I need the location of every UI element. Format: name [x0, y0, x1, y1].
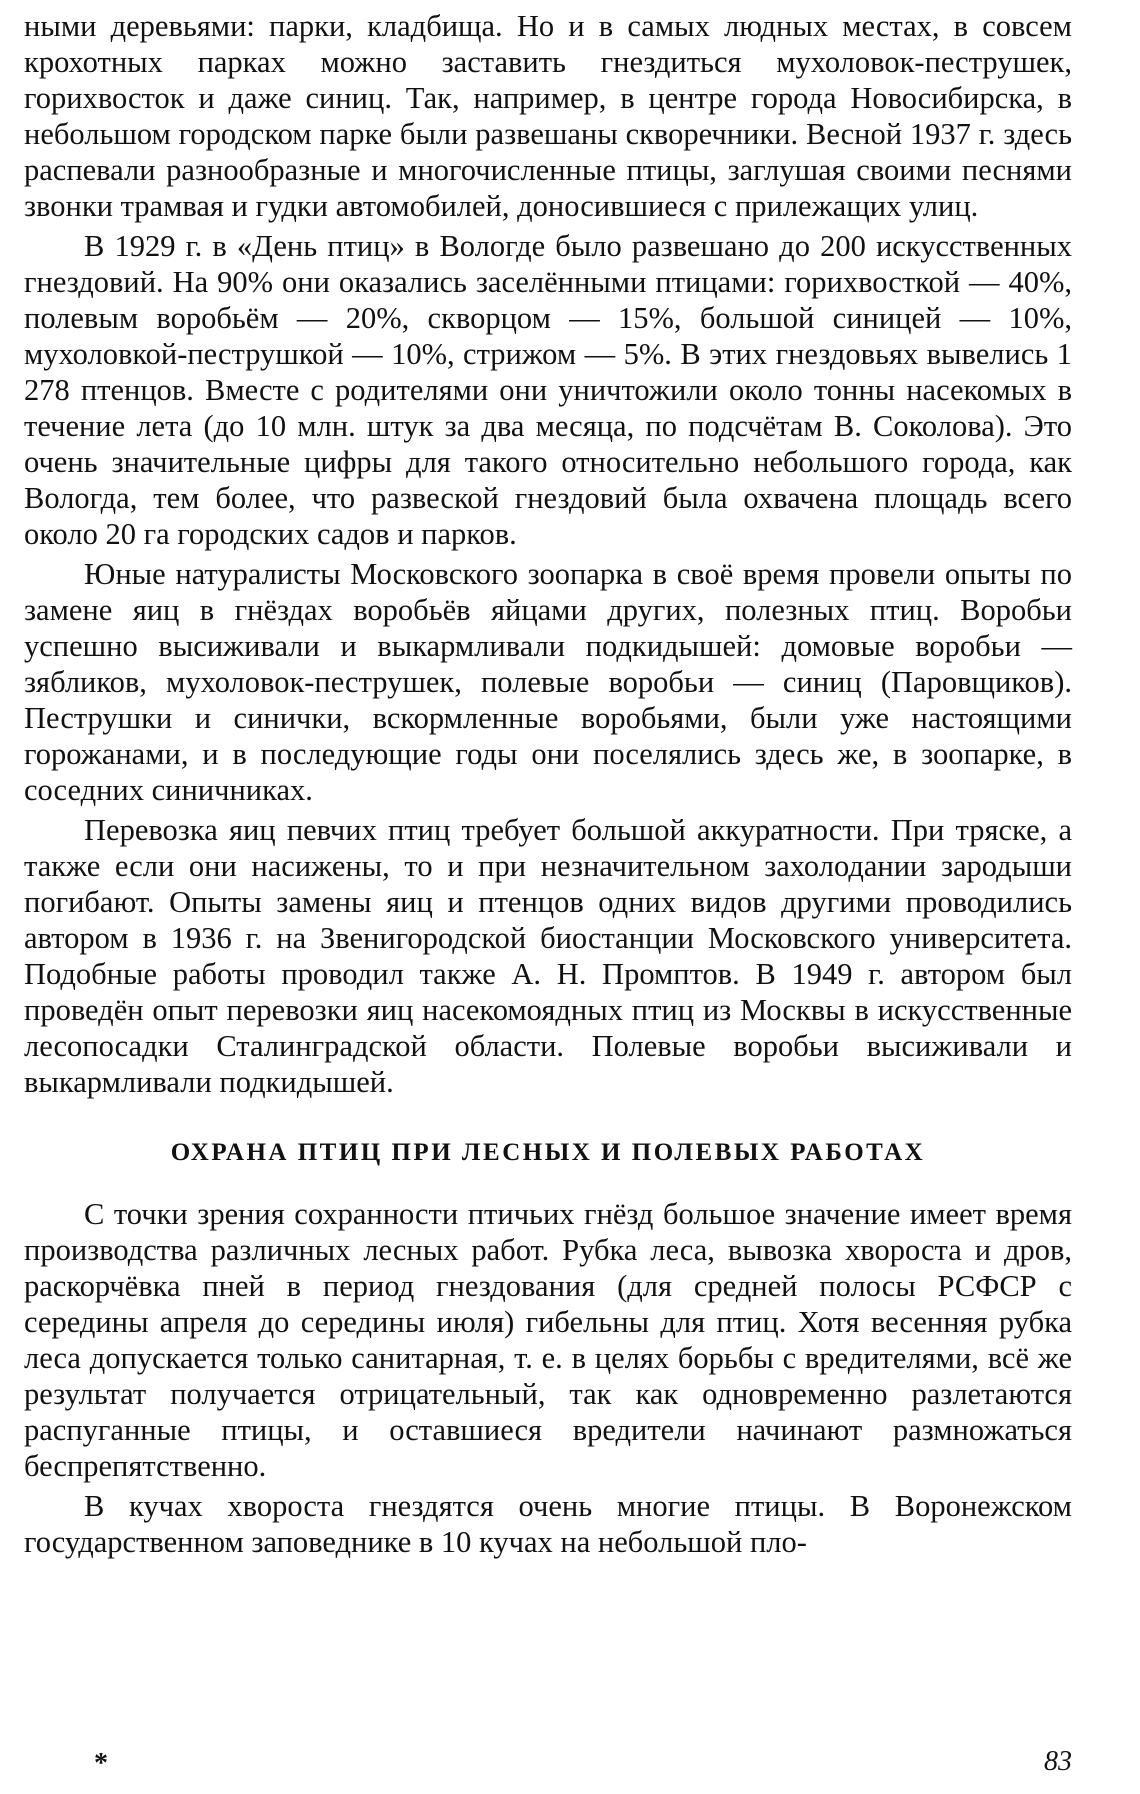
paragraph-vologda-nests: В 1929 г. в «День птиц» в Вологде было развешано до 200 искусственных гнездовий. На 90% они оказались заселёнными птицами: горихвосткой — 40%, полевым воробьём — 20%, скворцом — 15%, большой синицей — 10%, мухоловкой-пеструшкой — 10%, стрижом — 5%. В этих гнездовьях вывелись 1 278 птенцов. Вместе с родителями они уничтожили около тонны насекомых в течение лета (до 10 млн. штук за два месяца, по подсчётам В. Соколова). Это очень значительные цифры для такого относительно небольшого города, как Вологда, тем более, что развеской гнездовий была охвачена площадь всего около 20 га городских садов и парков. — [24, 229, 1072, 551]
book-page — [24, 8, 1072, 1788]
signature-mark: * — [94, 1748, 108, 1779]
paragraph-city-parks: ными деревьями: парки, кладбища. Но и в самых людных местах, в совсем крохотных парках можно заставить гнездиться мухоловок-пеструшек, горихвосток и даже синиц. Так, например, в центре города Новосибирска, в небольшом городском парке были развешаны скворечники. Весной 1937 г. здесь распевали разнообразные и многочисленные птицы, заглушая своими песнями звонки трамвая и гудки автомобилей, доносившиеся с прилежащих улиц. — [24, 9, 1072, 223]
paragraph-zoo-experiments: Юные натуралисты Московского зоопарка в своё время провели опыты по замене яиц в гнёздах воробьёв яйцами других, полезных птиц. Воробьи успешно высиживали и выкармливали подкидышей: домовые воробьи — зябликов, мухоловок-пеструшек, полевые воробьи — синиц (Паровщиков). Пеструшки и синички, вскормленные воробьями, были уже настоящими горожанами, и в последующие годы они поселялись здесь же, в зоопарке, в соседних синичниках. — [24, 557, 1072, 807]
paragraph-egg-transport: Перевозка яиц певчих птиц требует большой аккуратности. При тряске, а также если они насижены, то и при незначительном захолодании зародыши погибают. Опыты замены яиц и птенцов одних видов другими проводились автором в 1936 г. на Звенигородской биостанции Московского университета. Подобные работы проводил также А. Н. Промптов. В 1949 г. автором был проведён опыт перевозки яиц насекомоядных птиц из Москвы в искусственные лесопосадки Сталинградской области. Полевые воробьи высиживали и выкармливали подкидышей. — [24, 813, 1072, 1099]
page-footer — [24, 1742, 1072, 1782]
paragraph-forest-work-timing: С точки зрения сохранности птичьих гнёзд большое значение имеет время производства различных лесных работ. Рубка леса, вывозка хвороста и дров, раскорчёвка пней в период гнездования (для средней полосы РСФСР с середины апреля до середины июля) гибельны для птиц. Хотя весенняя рубка леса допускается только санитарная, т. е. в целях борьбы с вредителями, всё же результат получается отрицательный, так как одновременно разлетаются распуганные птицы, и оставшиеся вредители начинают размножаться беспрепятственно. — [24, 1197, 1072, 1483]
paragraph-brushwood-piles: В кучах хвороста гнездятся очень многие птицы. В Воронежском государственном заповеднике в 10 кучах на небольшой пло- — [24, 1489, 1072, 1559]
section-heading: ОХРАНА ПТИЦ ПРИ ЛЕСНЫХ И ПОЛЕВЫХ РАБОТАХ — [170, 1139, 926, 1166]
page-number: 83 — [1044, 1746, 1072, 1777]
